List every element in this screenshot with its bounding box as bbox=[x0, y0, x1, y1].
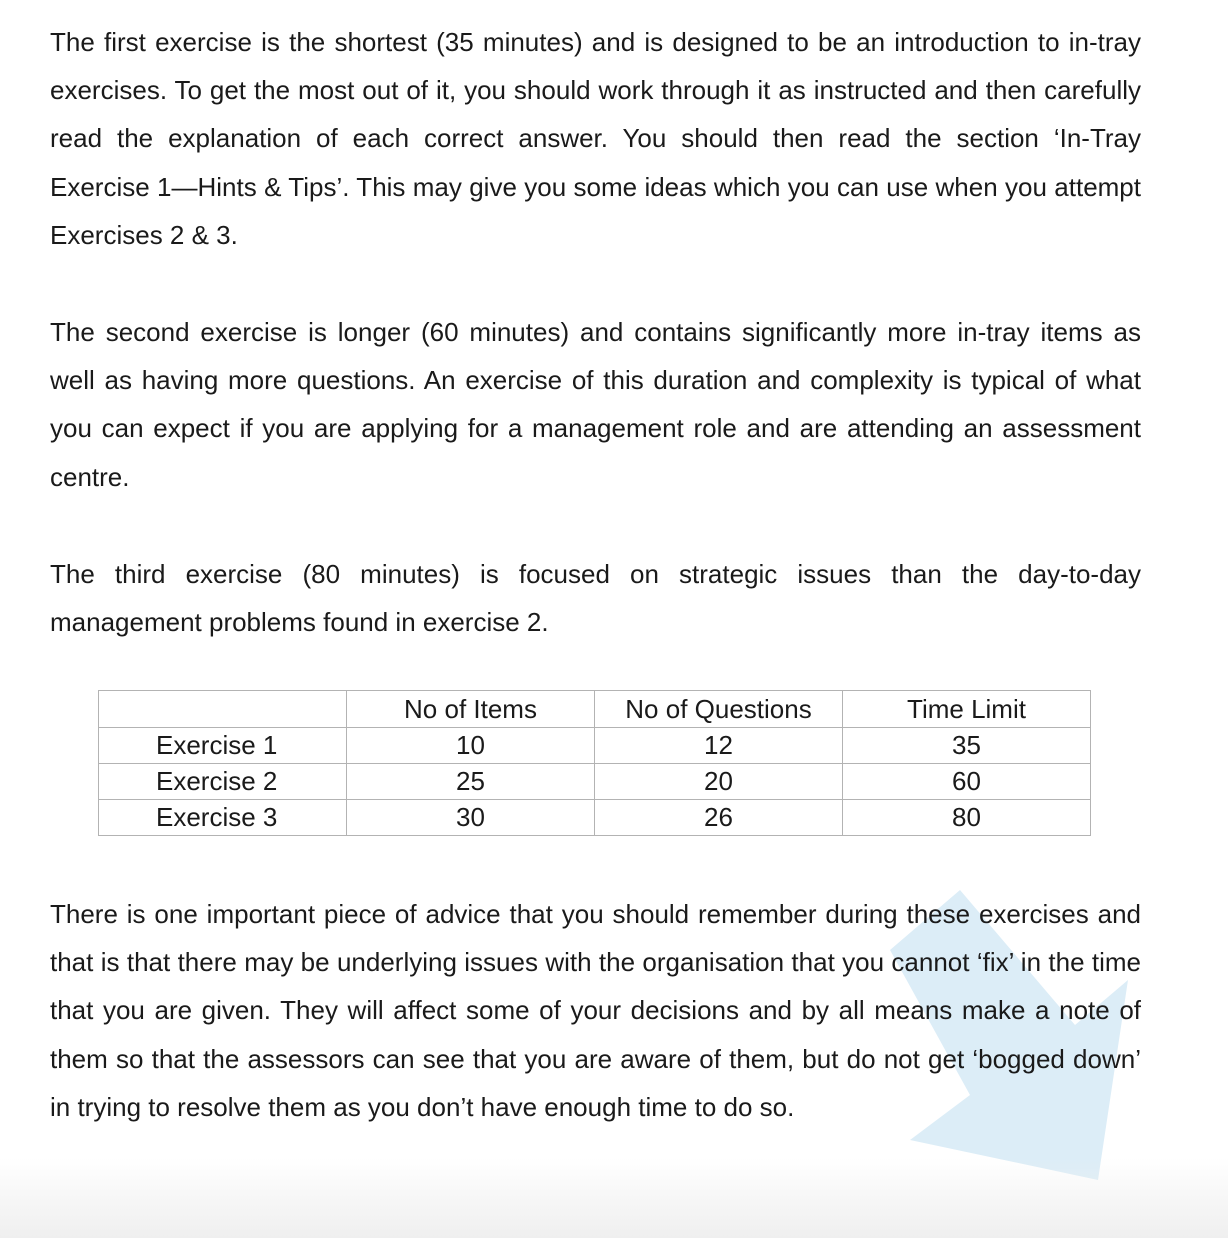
paragraph-second-exercise: The second exercise is longer (60 minutes) and contains significantly more in-tray items as well as having more questions. An exercise of this duration and complexity is typical of what you can expect if you are applying for a management role and are attending an assessment centre. bbox=[50, 317, 1141, 492]
table-cell: 20 bbox=[595, 764, 843, 800]
table-cell: 10 bbox=[347, 728, 595, 764]
table-header-cell: No of Questions bbox=[595, 691, 843, 728]
table-row bbox=[99, 764, 1091, 800]
table-cell: 80 bbox=[843, 800, 1091, 836]
table-row-label: Exercise 2 bbox=[99, 764, 347, 800]
table-row-label: Exercise 1 bbox=[99, 728, 347, 764]
paragraph-advice: There is one important piece of advice that you should remember during these exercises and that is that there may be underlying issues with the organisation that you cannot ‘fix’ in the time that you are given. They will affect some of your decisions and by all means make a note of them so that the assessors can see that you are aware of them, but do not get ‘bogged down’ in trying to resolve them as you don’t have enough time to do so. bbox=[50, 899, 1141, 1122]
table-row-label: Exercise 3 bbox=[99, 800, 347, 836]
table-cell: 30 bbox=[347, 800, 595, 836]
table-header-cell: Time Limit bbox=[843, 691, 1091, 728]
table-header-row bbox=[99, 691, 1091, 728]
table-cell: 25 bbox=[347, 764, 595, 800]
table-cell: 60 bbox=[843, 764, 1091, 800]
table-cell: 26 bbox=[595, 800, 843, 836]
table-header-cell bbox=[99, 691, 347, 728]
table-row bbox=[99, 800, 1091, 836]
table-cell: 12 bbox=[595, 728, 843, 764]
table-row bbox=[99, 728, 1091, 764]
paragraph-intro: The first exercise is the shortest (35 minutes) and is designed to be an introduction to in-tray exercises. To get the most out of it, you should work through it as instructed and then carefully read the explanation of each correct answer. You should then read the section ‘In-Tray Exercise 1—Hints & Tips’. This may give you some ideas which you can use when you attempt Exercises 2 & 3. bbox=[50, 27, 1141, 250]
paragraph-third-exercise: The third exercise (80 minutes) is focused on strategic issues than the day-to-day management problems found in exercise 2. bbox=[50, 558, 1141, 638]
table-cell: 35 bbox=[843, 728, 1091, 764]
document-body bbox=[50, 18, 1141, 692]
table-header-cell: No of Items bbox=[347, 691, 595, 728]
exercise-summary-table bbox=[98, 690, 1091, 836]
page-bottom-shadow bbox=[0, 1158, 1228, 1238]
